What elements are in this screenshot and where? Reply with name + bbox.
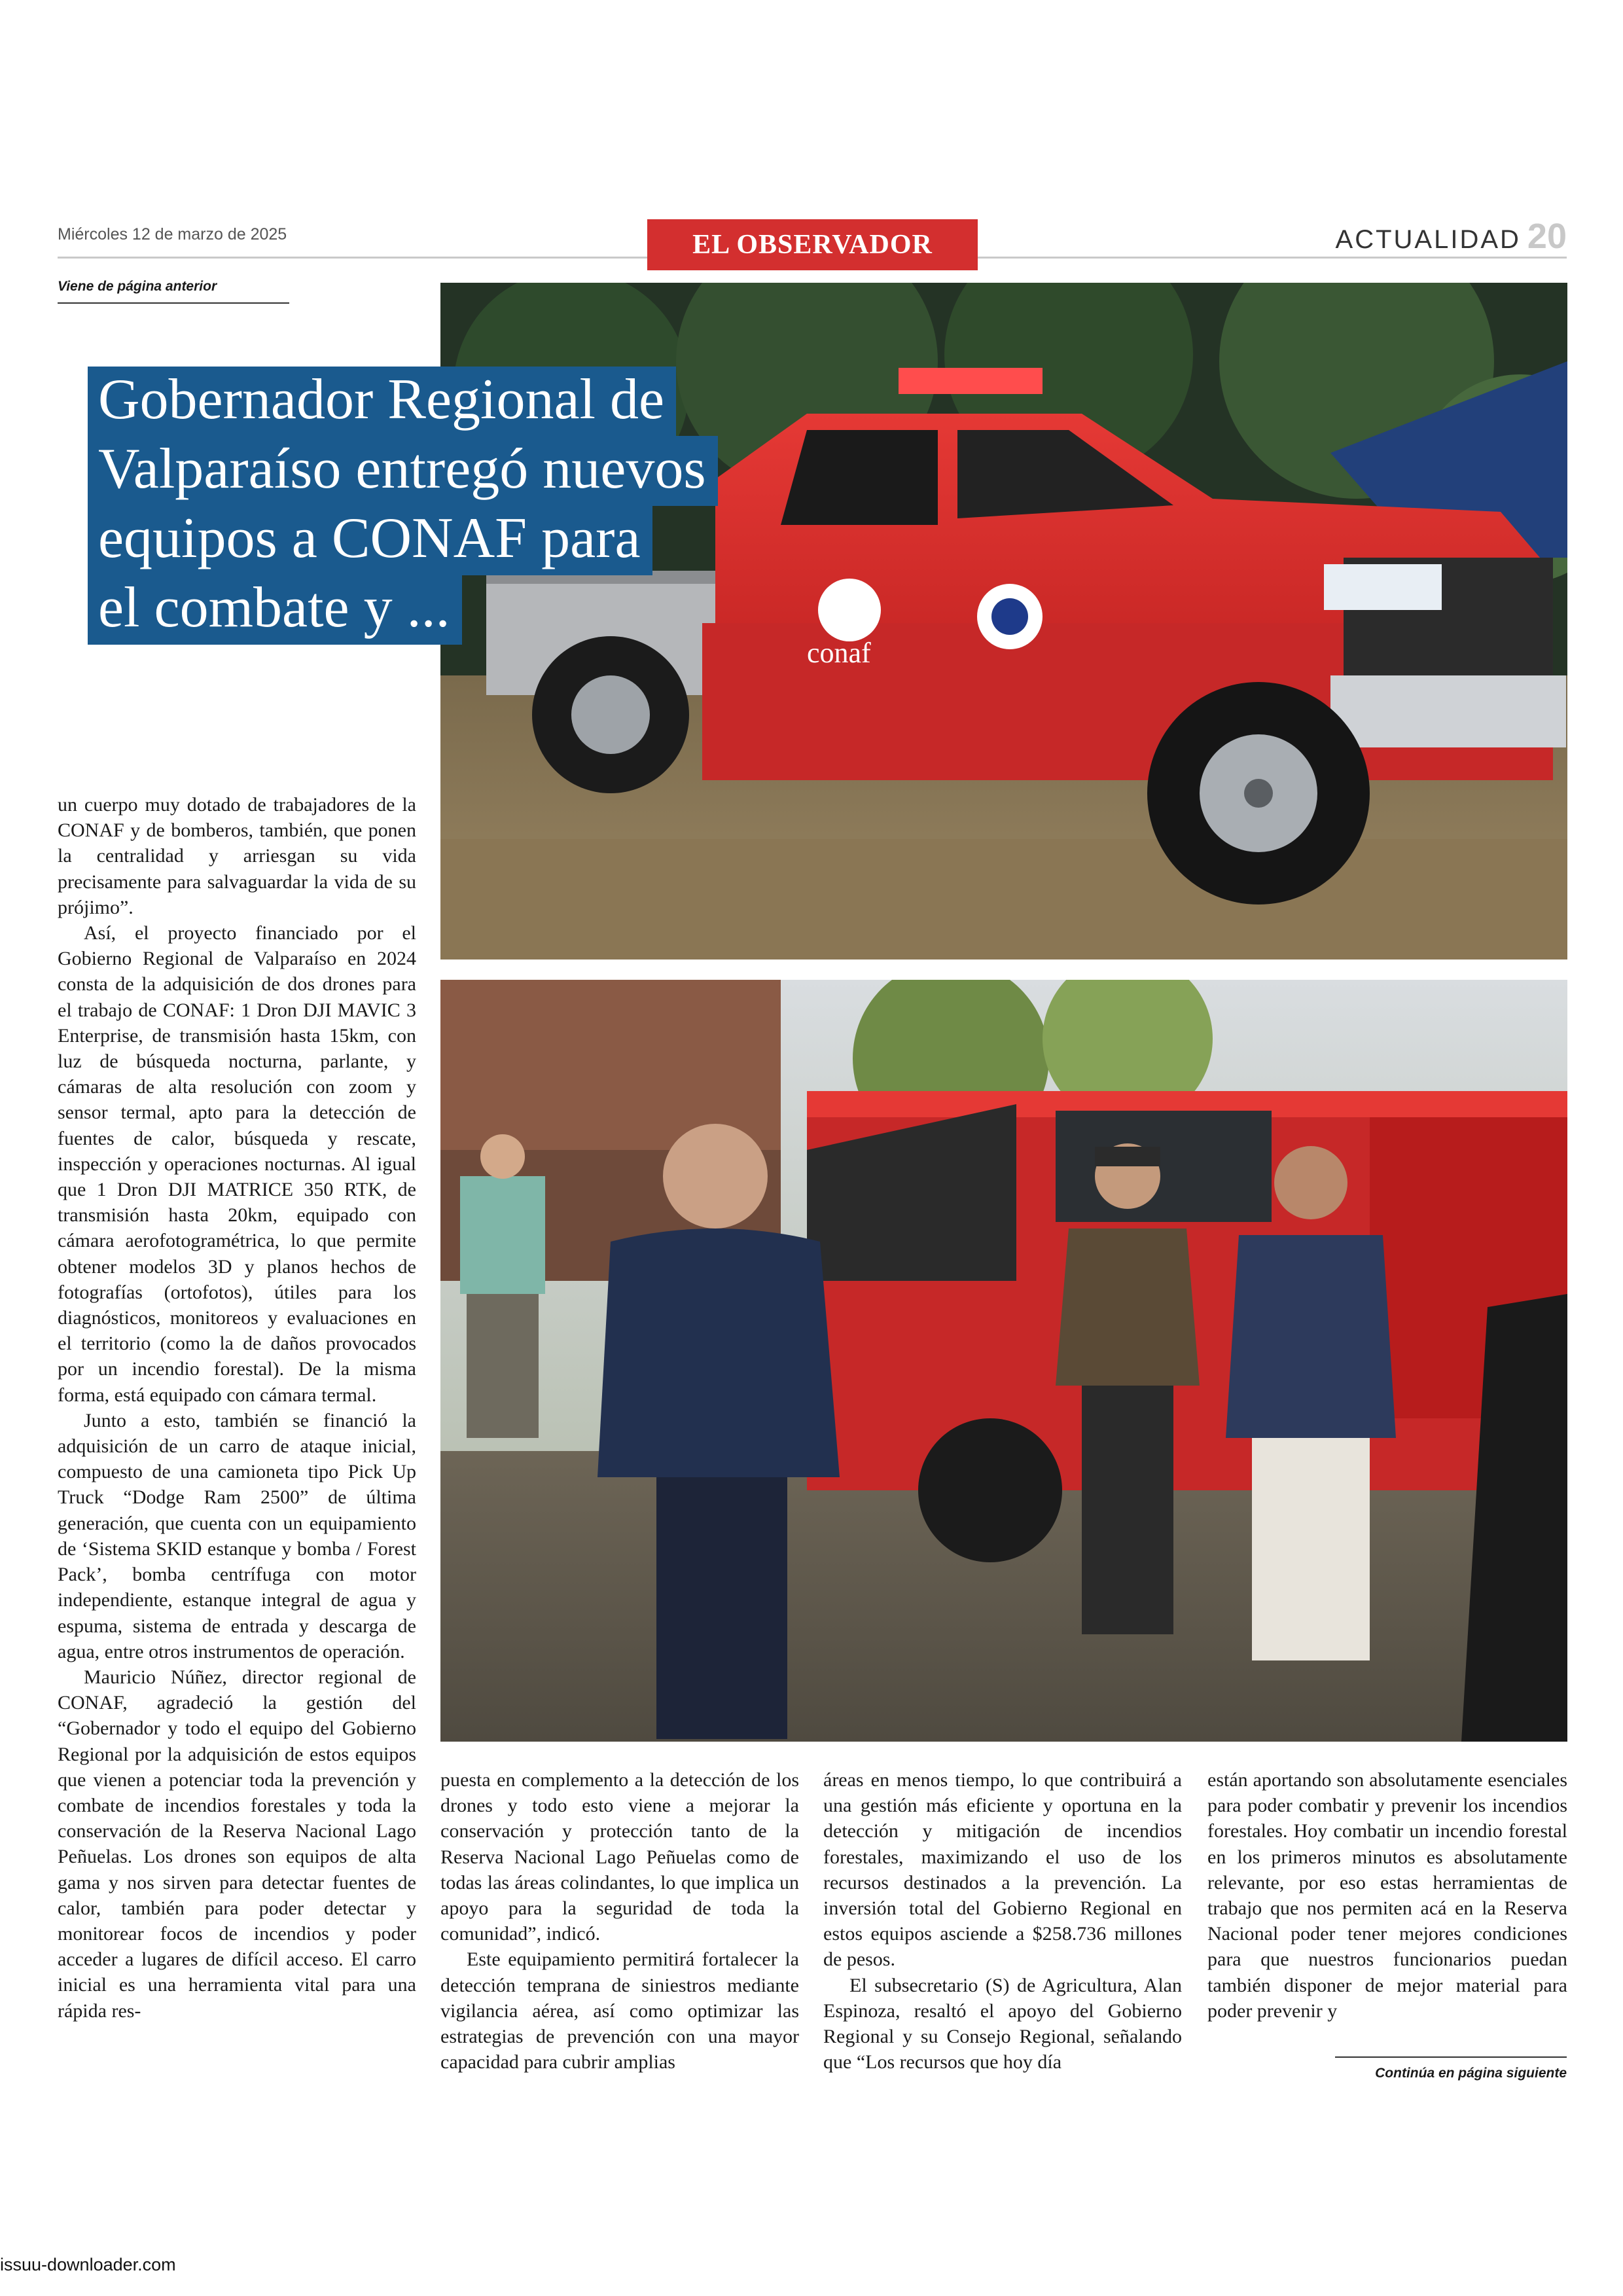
masthead [647,219,978,270]
paragraph: Mauricio Núñez, director regional de CONAF, agradeció la gestión del “Gobernador y todo el equipo del Gobierno Regional por la adquisición de estos equipos que vienen a potenciar toda la prevención y combate de incendios forestales y toda la conservación de la Reserva Nacional Lago Peñuelas. Los drones son equipos de alta gama y nos sirven para detectar fuentes de calor, también para poder detectar y monitorear focos de incendios y poder acceder a lugares de difícil acceso. El carro inicial es una herramienta vital para una rápida res- [58,1666,416,2022]
article-column-4 [1207,1767,1567,2024]
paragraph: Así, el proyecto financiado por el Gobierno Regional de Valparaíso en 2024 consta de la adquisición de dos drones para el trabajo de CONAF: 1 Dron DJI MAVIC 3 Enterprise, de transmisión hasta 15km, con luz de búsqueda nocturna, parlante, y cámaras de alta resolución con zoom y sensor termal, apto para la detección de fuentes de calor, búsqueda y rescate, inspección y operaciones nocturnas. Al igual que 1 Dron DJI MATRICE 350 RTK, de transmisión hasta 20km, equipado con cámara aerofotogramétrica, lo que permite obtener modelos 3D y planos hechos de fotografías (ortofotos), útiles para los diagnósticos, monitoreos y evaluaciones en el territorio (como la de daños provocados por un incendio forestal). De la misma forma, está equipado con cámara termal. [58,922,416,1406]
masthead-title: EL OBSERVADOR [692,230,933,260]
watermark: issuu-downloader.com [0,2255,176,2274]
headline-line-1: Gobernador Regional de [88,367,676,437]
section-label [1336,216,1567,257]
article-column-2 [440,1767,799,2075]
paragraph: puesta en complemento a la detección de los drones y todo esto viene a mejorar la conservación y protección tanto de la Reserva Nacional Lago Peñuelas como de todas las áreas colindantes, lo que implica un apoyo para la seguridad de toda la comunidad”, indicó. [440,1769,799,1945]
previous-page-note: Viene de página anterior [58,279,289,304]
headline-line-3: equipos a CONAF para [88,505,652,575]
paragraph: El subsecretario (S) de Agricultura, Alan Espinoza, resaltó el apoyo del Gobierno Regional y su Consejo Regional, señalando que “Los recursos que hoy día [823,1974,1182,2073]
continued-note: Continúa en página siguiente [1335,2056,1567,2081]
truck-logo-text: conaf [807,637,871,669]
page-number: 20 [1527,217,1567,256]
paragraph: Junto a esto, también se financió la adquisición de un carro de ataque inicial, compuesto de una camioneta tipo Pick Up Truck “Dodge Ram 2500” de última generación, que cuenta con un equipamiento de ‘Sistema SKID estanque y bomba / Forest Pack’, bomba centrífuga con motor independiente, estanque integral de agua y espuma, sistema de entrada y descarga de agua, entre otros instrumentos de operación. [58,1409,416,1662]
photo-officials [440,980,1567,1742]
paragraph: están aportando son absolutamente esenciales para poder combatir y prevenir los incendios forestales. Hoy combatir un incendio forestal en los primeros minutos es absolutamente relevante, por eso estas herramientas de trabajo que nos permiten acá en la Reserva Nacional poder tener mejores condiciones para que nuestros funcionarios puedan también disponer de mejor material para poder prevenir y [1207,1769,1567,2022]
issue-date: Miércoles 12 de marzo de 2025 [58,225,287,243]
paragraph: un cuerpo muy dotado de trabajadores de la CONAF y de bomberos, también, que ponen la centralidad y arriesgan su vida precisamente para salvaguardar la vida de su prójimo”. [58,794,416,918]
article-column-3 [823,1767,1182,2075]
paragraph: Este equipamiento permitirá fortalecer la detección temprana de siniestros mediante vigilancia aérea, así como optimizar las estrategias de prevención con una mayor capacidad para cubrir amplias [440,1948,799,2073]
section-name: ACTUALIDAD [1335,225,1521,254]
headline-line-2: Valparaíso entregó nuevos [88,436,718,506]
paragraph: áreas en menos tiempo, lo que contribuirá a una gestión más eficiente y oportuna en la detección y mitigación de incendios forestales, maximizando el uso de los recursos destinados a la prevención. La inversión total del Gobierno Regional en estos equipos asciende a $258.736 millones de pesos. [823,1769,1182,1971]
headline [88,365,873,643]
article-column-1 [58,792,416,2024]
headline-line-4: el combate y ... [88,575,462,645]
